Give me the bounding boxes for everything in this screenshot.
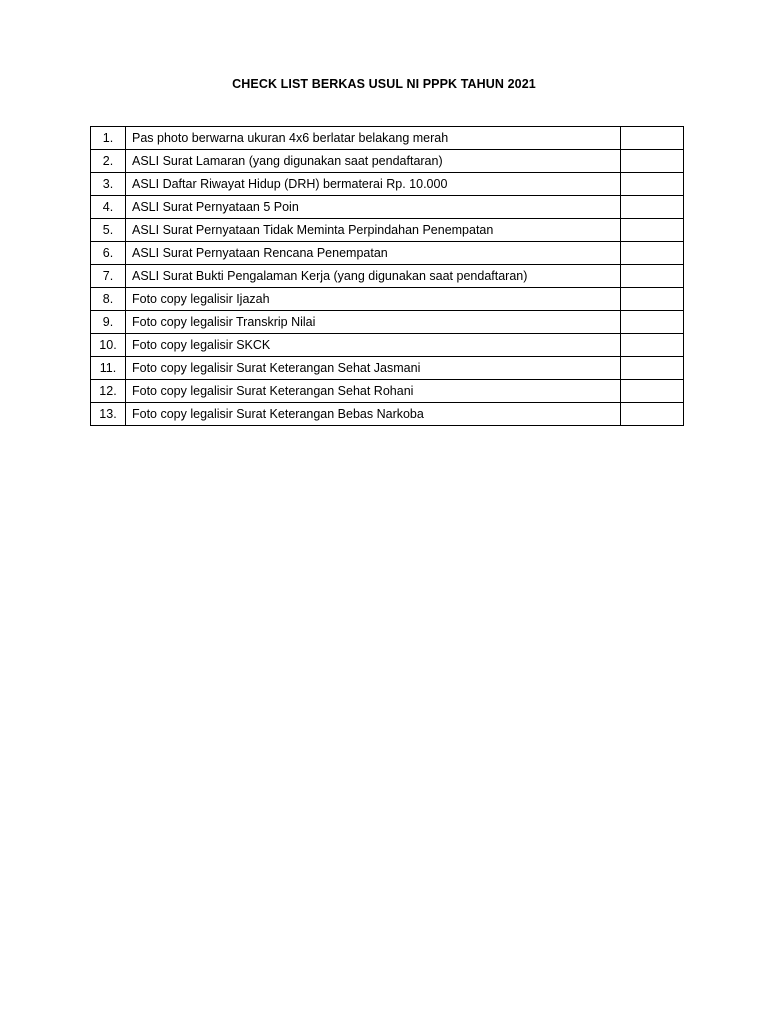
row-number: 13. xyxy=(91,403,126,426)
row-check-cell[interactable] xyxy=(621,311,684,334)
row-number: 4. xyxy=(91,196,126,219)
table-row xyxy=(91,196,684,219)
table-row xyxy=(91,288,684,311)
row-item: Foto copy legalisir SKCK xyxy=(126,334,621,357)
row-check-cell[interactable] xyxy=(621,127,684,150)
checklist-table xyxy=(90,126,684,426)
row-number: 3. xyxy=(91,173,126,196)
row-number: 11. xyxy=(91,357,126,380)
document-title: CHECK LIST BERKAS USUL NI PPPK TAHUN 2021 xyxy=(232,77,536,91)
row-check-cell[interactable] xyxy=(621,150,684,173)
row-item: ASLI Surat Bukti Pengalaman Kerja (yang digunakan saat pendaftaran) xyxy=(126,265,621,288)
row-check-cell[interactable] xyxy=(621,380,684,403)
row-item: Pas photo berwarna ukuran 4x6 berlatar belakang merah xyxy=(126,127,621,150)
row-item: ASLI Surat Lamaran (yang digunakan saat pendaftaran) xyxy=(126,150,621,173)
row-check-cell[interactable] xyxy=(621,357,684,380)
table-row xyxy=(91,173,684,196)
row-item: ASLI Daftar Riwayat Hidup (DRH) bermaterai Rp. 10.000 xyxy=(126,173,621,196)
row-number: 12. xyxy=(91,380,126,403)
table-row xyxy=(91,311,684,334)
row-number: 8. xyxy=(91,288,126,311)
table-row xyxy=(91,242,684,265)
row-number: 9. xyxy=(91,311,126,334)
row-check-cell[interactable] xyxy=(621,288,684,311)
row-check-cell[interactable] xyxy=(621,334,684,357)
row-number: 7. xyxy=(91,265,126,288)
row-check-cell[interactable] xyxy=(621,219,684,242)
table-row xyxy=(91,334,684,357)
row-item: Foto copy legalisir Surat Keterangan Bebas Narkoba xyxy=(126,403,621,426)
row-item: Foto copy legalisir Surat Keterangan Sehat Rohani xyxy=(126,380,621,403)
table-row xyxy=(91,150,684,173)
row-item: Foto copy legalisir Transkrip Nilai xyxy=(126,311,621,334)
row-check-cell[interactable] xyxy=(621,173,684,196)
row-number: 2. xyxy=(91,150,126,173)
row-check-cell[interactable] xyxy=(621,242,684,265)
row-check-cell[interactable] xyxy=(621,265,684,288)
row-check-cell[interactable] xyxy=(621,403,684,426)
row-number: 10. xyxy=(91,334,126,357)
row-item: ASLI Surat Pernyataan Rencana Penempatan xyxy=(126,242,621,265)
checklist-body xyxy=(91,127,684,426)
table-row xyxy=(91,219,684,242)
row-item: Foto copy legalisir Surat Keterangan Sehat Jasmani xyxy=(126,357,621,380)
table-row xyxy=(91,127,684,150)
table-row xyxy=(91,403,684,426)
row-item: ASLI Surat Pernyataan 5 Poin xyxy=(126,196,621,219)
row-number: 5. xyxy=(91,219,126,242)
row-number: 6. xyxy=(91,242,126,265)
row-item: ASLI Surat Pernyataan Tidak Meminta Perpindahan Penempatan xyxy=(126,219,621,242)
table-row xyxy=(91,265,684,288)
row-item: Foto copy legalisir Ijazah xyxy=(126,288,621,311)
table-row xyxy=(91,380,684,403)
table-row xyxy=(91,357,684,380)
row-number: 1. xyxy=(91,127,126,150)
row-check-cell[interactable] xyxy=(621,196,684,219)
